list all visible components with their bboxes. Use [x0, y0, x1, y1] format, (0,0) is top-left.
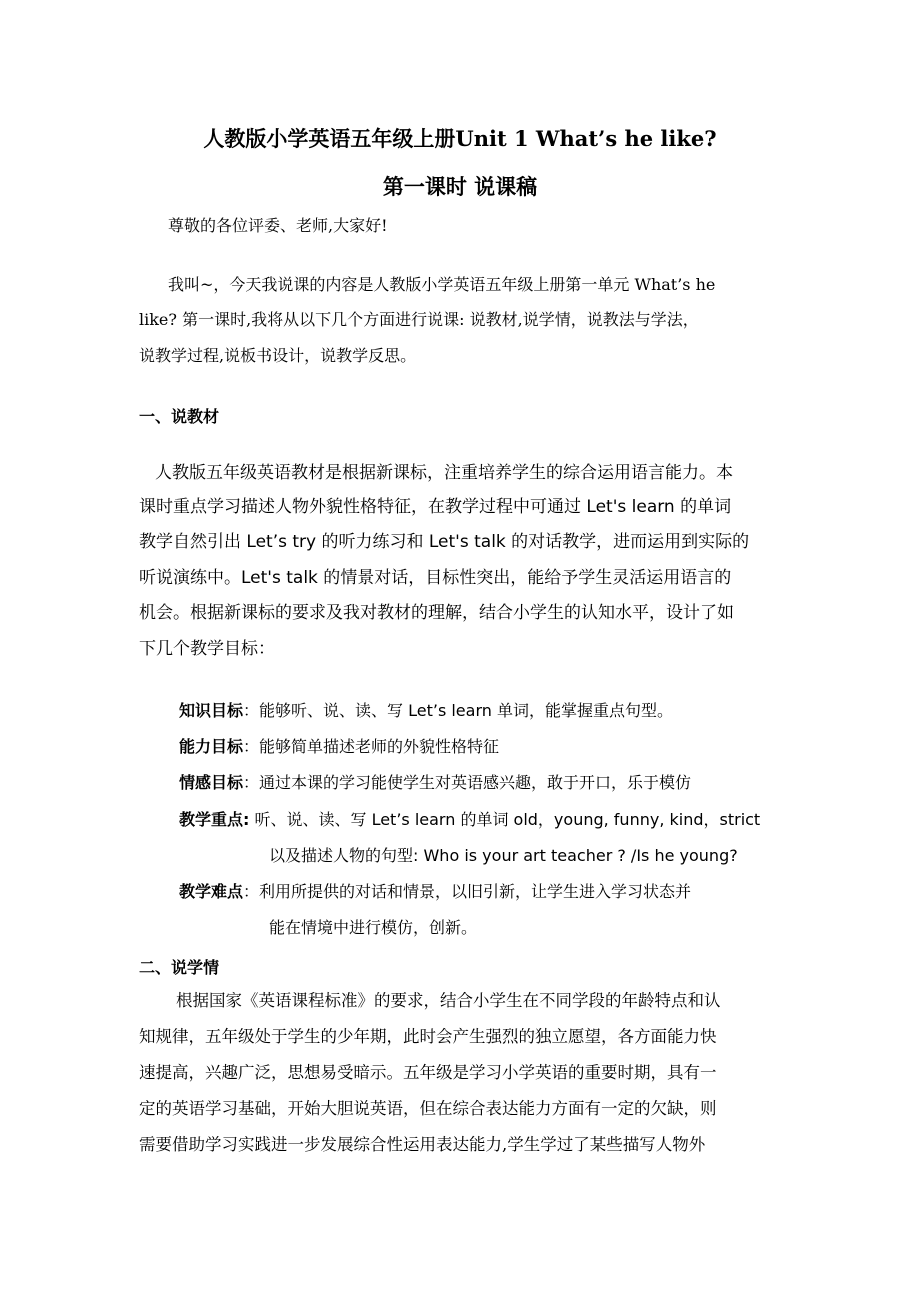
goal-knowledge: [179, 700, 673, 722]
goal-ability: [179, 736, 499, 758]
textbook-line: 人教版五年级英语教材是根据新课标，注重培养学生的综合运用语言能力。本: [155, 463, 733, 483]
goal-emotion-label: 情感目标: [179, 773, 244, 792]
document-title: 人教版小学英语五年级上册Unit 1 What’s he like?: [203, 126, 717, 151]
goal-difficulty-text-2: 能在情境中进行模仿，创新。: [269, 918, 478, 937]
goal-ability-label: 能力目标: [179, 737, 244, 756]
document-subtitle: 第一课时 说课稿: [382, 174, 538, 199]
goal-emotion-text: ：通过本课的学习能使学生对英语感兴趣，敢于开口，乐于模仿: [243, 773, 692, 792]
goal-difficulty: [179, 881, 691, 903]
goal-emotion: [179, 772, 691, 794]
goal-knowledge-label: 知识目标: [179, 701, 244, 720]
intro-line-2: like? 第一课时,我将从以下几个方面进行说课: 说教材,说学情，说教法与学法，: [139, 310, 699, 329]
goal-focus-text: 听、说、读、写 Let’s learn 的单词 old，young, funny, kind，strict: [249, 810, 761, 829]
intro-line-1: 我叫~，今天我说课的内容是人教版小学英语五年级上册第一单元 What’s he: [168, 275, 716, 294]
goal-ability-text: ：能够简单描述老师的外貌性格特征: [243, 737, 500, 756]
textbook-line: 机会。根据新课标的要求及我对教材的理解，结合小学生的认知水平，设计了如: [139, 603, 734, 623]
students-line: 知规律，五年级处于学生的少年期，此时会产生强烈的独立愿望，各方面能力快: [139, 1027, 717, 1046]
goal-focus-text-2: 以及描述人物的句型: Who is your art teacher ? /Is he young?: [269, 846, 738, 865]
textbook-line: 课时重点学习描述人物外貌性格特征，在教学过程中可通过 Let's learn 的单词: [139, 497, 732, 517]
goal-focus: [179, 809, 760, 831]
goal-difficulty-label: 教学难点: [179, 882, 244, 901]
intro-line-3: 说教学过程,说板书设计，说教学反思。: [139, 346, 417, 365]
textbook-line: 听说演练中。Let's talk 的情景对话，目标性突出，能给予学生灵活运用语言的: [139, 568, 732, 588]
textbook-line: 教学自然引出 Let’s try 的听力练习和 Let's talk 的对话教学，进而运用到实际的: [139, 532, 750, 552]
greeting: 尊敬的各位评委、老师,大家好!: [168, 216, 388, 235]
students-line: 速提高，兴趣广泛，思想易受暗示。五年级是学习小学英语的重要时期，具有一: [139, 1063, 717, 1082]
goal-knowledge-text: ：能够听、说、读、写 Let’s learn 单词，能掌握重点句型。: [243, 701, 673, 720]
goal-focus-label: 教学重点:: [179, 810, 250, 829]
students-line: 定的英语学习基础，开始大胆说英语，但在综合表达能力方面有一定的欠缺，则: [139, 1099, 717, 1118]
textbook-line: 下几个教学目标：: [139, 639, 275, 659]
section-heading-textbook: 一、说教材: [139, 407, 220, 426]
students-line: 根据国家《英语课程标准》的要求，结合小学生在不同学段的年龄特点和认: [176, 991, 721, 1010]
section-heading-students: 二、说学情: [139, 958, 220, 977]
goal-difficulty-text: ：利用所提供的对话和情景，以旧引新，让学生进入学习状态并: [243, 882, 692, 901]
students-line: 需要借助学习实践进一步发展综合性运用表达能力,学生学过了某些描写人物外: [139, 1135, 706, 1154]
